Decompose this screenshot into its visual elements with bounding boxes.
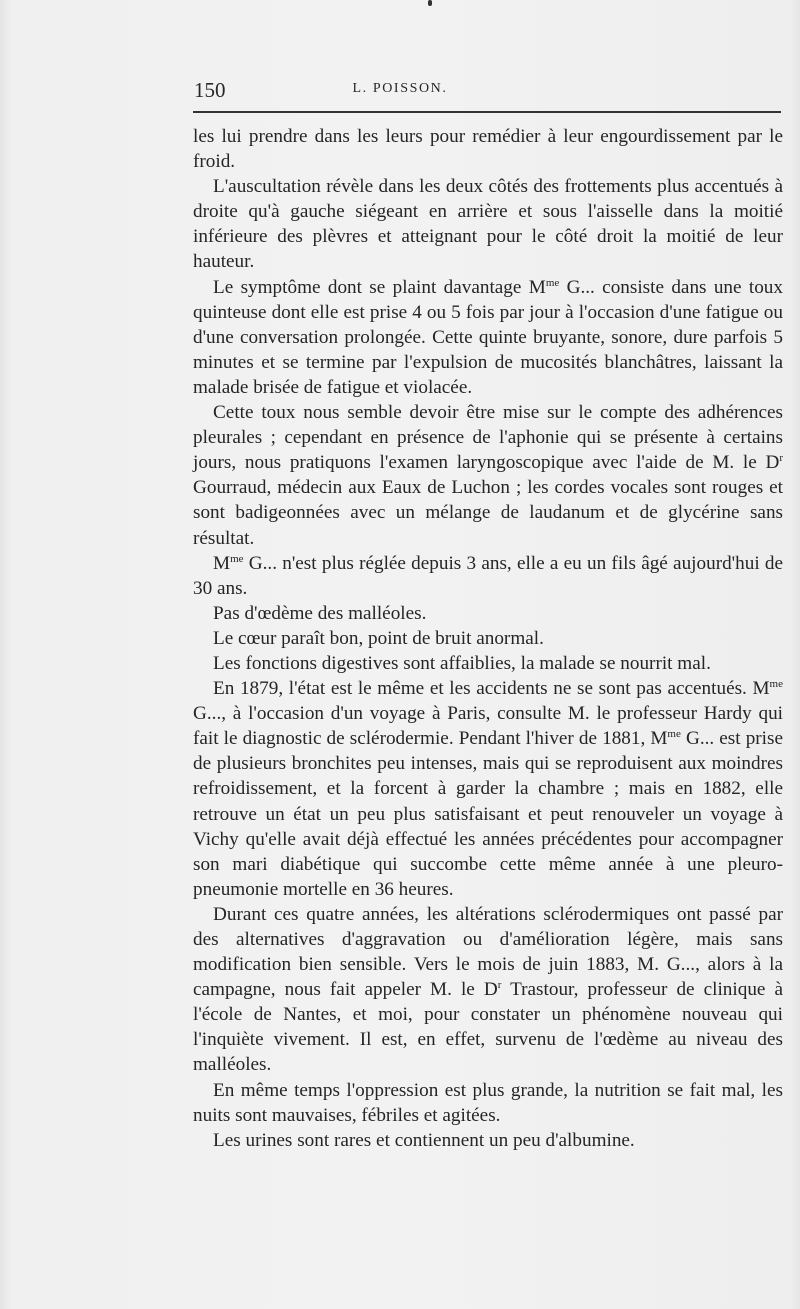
running-head: L. POISSON. [352, 81, 448, 96]
paragraph-12: Les urines sont rares et contiennent un peu d'albumine. [213, 1129, 635, 1151]
paragraph-1: les lui prendre dans les leurs pour remédier à leur engourdissement par le froid. [193, 126, 783, 173]
paragraph-11: En même temps l'oppression est plus grande, la nutrition se fait mal, les nuits sont mauvaises, fébriles et agitées. [193, 1079, 783, 1126]
paragraph-5: $M^{me}$ G... n'est plus réglée depuis 3 ans, elle a eu un fils âgé aujourd'hui de 30 ans. [193, 552, 783, 599]
ink-speck [428, 0, 432, 6]
paragraph-3: Le symptôme dont se plaint davantage $M^{me}$ G... consiste dans une toux quinteuse dont elle est prise 4 ou 5 fois par jour à l'occasion d'une fatigue ou d'une conversation prolongée. Cette quinte bruyante, sonore, dure parfois 5 minutes et se termine par l'expulsion de mucosités blanchâtres, laissant la malade brisée de fatigue et violacée. [193, 276, 783, 398]
paragraph-8: Les fonctions digestives sont affaiblies, la malade se nourrit mal. [213, 652, 711, 674]
paragraph-2: L'auscultation révèle dans les deux côtés des frottements plus accentués à droite qu'à gauche siégeant en arrière et sous l'aisselle dans la moitié inférieure des plèvres et atteignant pour le côté droit la moitié de leur hauteur. [193, 176, 783, 273]
paragraph-10: Durant ces quatre années, les altérations sclérodermiques ont passé par des alternatives d'aggravation ou d'amélioration légère, mais sans modification bien sensible. Vers le mois de juin 1883, M. G..., alors à la campagne, nous fait appeler M. le $D^r$ Trastour, professeur de clinique à l'école de Nantes, et moi, pour constater un phénomène nouveau qui l'inquiète vivement. Il est, en effet, survenu de l'œdème au niveau des malléoles. [193, 903, 784, 1076]
page-number: 150 [194, 78, 226, 102]
paragraph-6: Pas d'œdème des malléoles. [213, 602, 427, 624]
header-rule [193, 111, 781, 113]
paragraph-4: Cette toux nous semble devoir être mise sur le compte des adhérences pleurales ; cependant en présence de l'aphonie qui se présente à certains jours, nous pratiquons l'examen laryngoscopique avec l'aide de M. le $D^r$ Gourraud, médecin aux Eaux de Luchon ; les cordes vocales sont rouges et sont badigeonnées avec un mélange de laudanum et de glycérine sans résultat. [193, 402, 783, 549]
body-text [193, 124, 783, 1153]
paragraph-9: En 1879, l'état est le même et les accidents ne se sont pas accentués. $M^{me}$ G..., à l'occasion d'un voyage à Paris, consulte M. le professeur Hardy qui fait le diagnostic de sclérodermie. Pendant l'hiver de 1881, $M^{me}$ G... est prise de plusieurs bronchites peu intenses, mais qui se reproduisent aux moindres refroidissement, et la forcent à garder la chambre ; mais en 1882, elle retrouve un état un peu plus satisfaisant et peut renouveler un voyage à Vichy qu'elle avait déjà effectué les années précédentes pour accompagner son mari diabétique qui succombe cette même année à une pleuro-pneumonie mortelle en 36 heures. [193, 678, 783, 900]
paragraph-7: Le cœur paraît bon, point de bruit anormal. [213, 627, 544, 649]
